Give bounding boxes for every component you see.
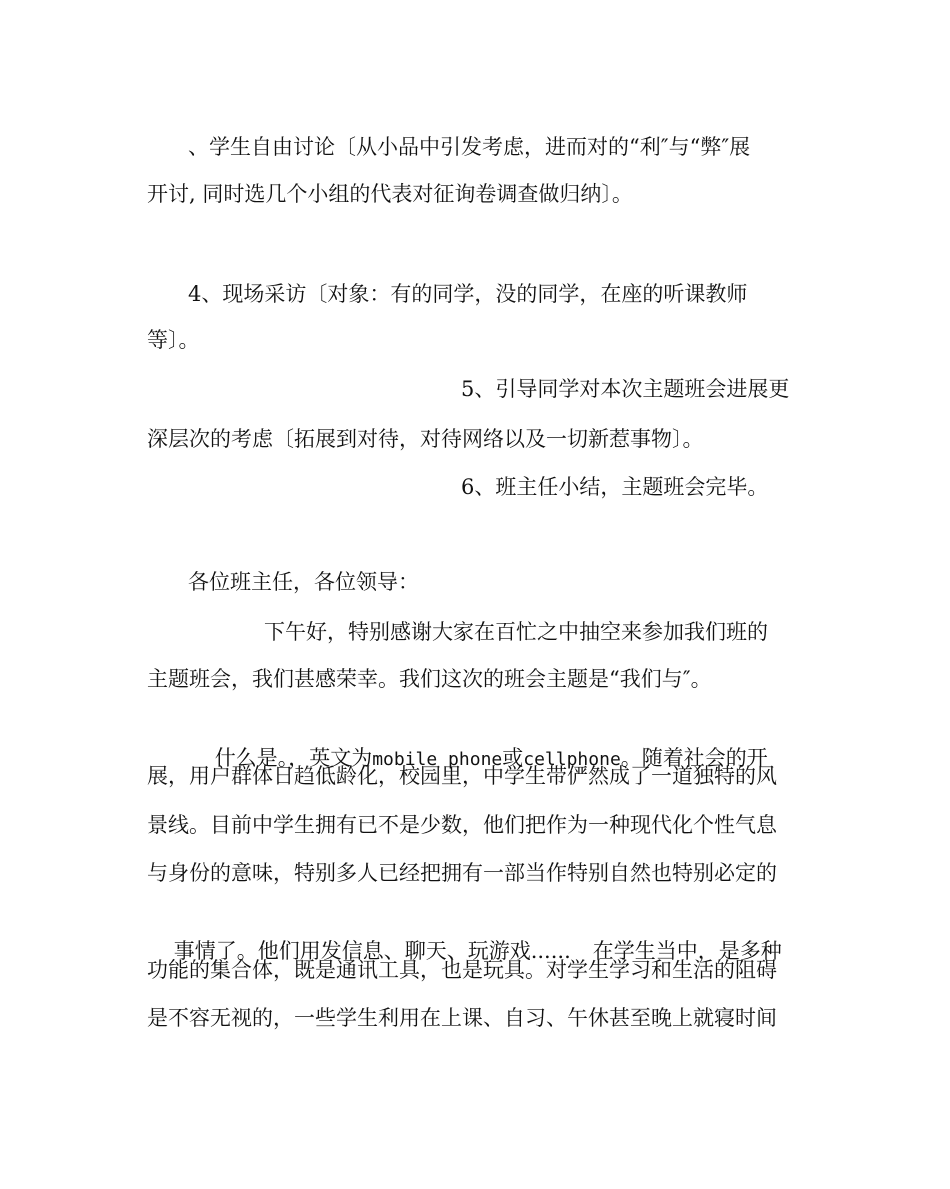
text-line: 开讨, 同时选几个小组的代表对征询卷调查做归纳〕。	[147, 182, 633, 206]
text-line: 等〕。	[147, 328, 200, 352]
text-segment: 或	[502, 746, 524, 770]
text-segment: cellphone	[523, 749, 621, 770]
text-line: 、学生自由讨论〔从小品中引发考虑，进而对的“利″与“弊″展	[188, 135, 751, 159]
text-line: 景线。目前中学生拥有已不是少数，他们把作为一种现代化个性气息	[147, 813, 777, 837]
text-line-mixed	[0, 906, 950, 963]
salutation: 各位班主任，各位领导：	[188, 570, 419, 594]
text-line: 主题班会，我们甚感荣幸。我们这次的班会主题是“我们与″。	[147, 667, 712, 691]
text-line: 是不容无视的，一些学生利用在上课、自习、午休甚至晚上就寝时间	[147, 1006, 777, 1030]
text-segment: 事情了。他们用发信息、聊天、玩游戏......	[173, 939, 571, 963]
text-line: 4、现场采访〔对象：有的同学，没的同学，在座的听课教师	[188, 282, 748, 306]
text-segment: 在学生当中，是多种	[592, 939, 782, 963]
text-segment: 。随着社会的开	[620, 746, 768, 770]
text-segment: 什么是。，英文为	[214, 746, 373, 770]
text-line: 5、引导同学对本次主题班会进展更	[461, 377, 790, 401]
text-line: 功能的集合体，既是通讯工具，也是玩具。对学生学习和生活的阻碍	[147, 958, 777, 982]
text-line: 展，用户群体日趋低龄化，校园里，中学生带俨然成了一道独特的风	[147, 764, 777, 788]
text-line-mixed	[0, 713, 950, 770]
text-line: 6、班主任小结，主题班会完毕。	[461, 475, 769, 499]
text-line: 下午好，特别感谢大家在百忙之中抽空来参加我们班的	[264, 620, 768, 644]
text-line: 深层次的考虑〔拓展到对待，对待网络以及一切新惹事物〕。	[147, 427, 704, 451]
text-line: 与身份的意味，特别多人已经把拥有一部当作特别自然也特别必定的	[147, 861, 777, 885]
text-segment: mobile phone	[372, 749, 503, 770]
